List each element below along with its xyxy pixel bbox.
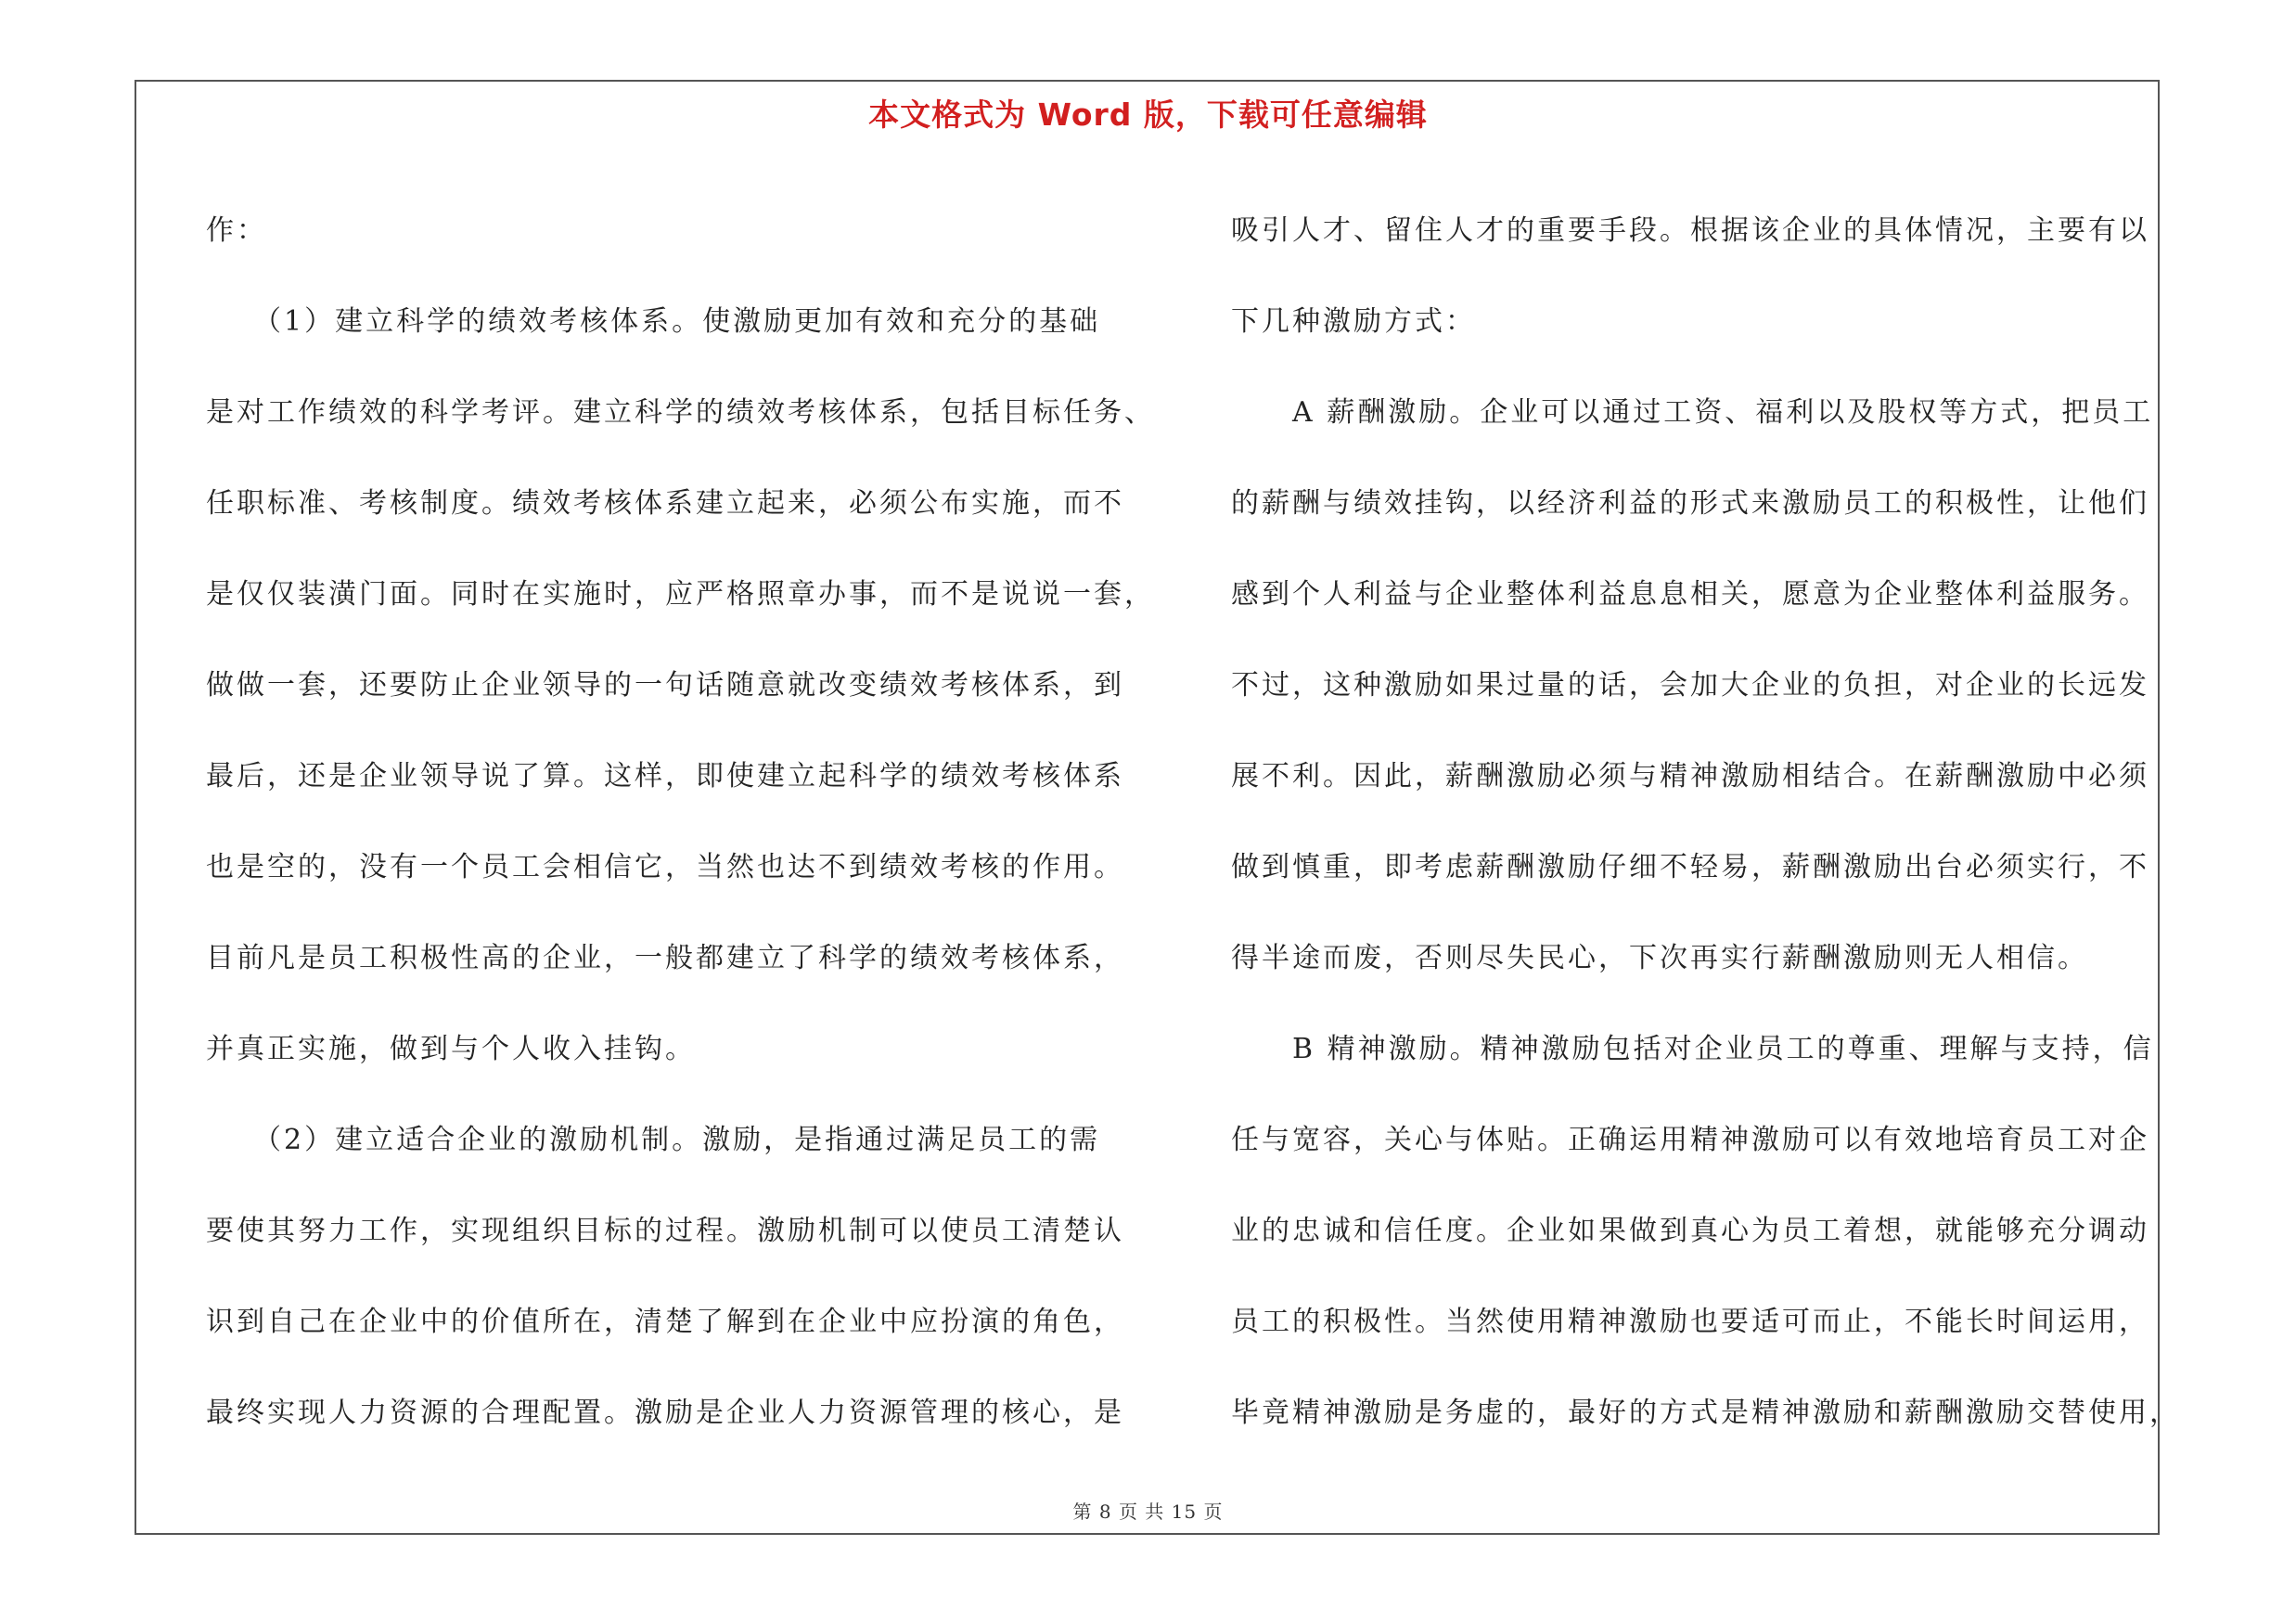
page-number-footer: 第 8 页 共 15 页: [1072, 1501, 1224, 1523]
text-line: 得半途而废，否则尽失民心，下次再实行薪酬激励则无人相信。: [1231, 942, 2088, 974]
text-line: 不过，这种激励如果过量的话，会加大企业的负担，对企业的长远发: [1231, 669, 2149, 702]
text-line: （1）建立科学的绩效考核体系。使激励更加有效和充分的基础: [206, 305, 1101, 338]
text-line: 展不利。因此，薪酬激励必须与精神激励相结合。在薪酬激励中必须: [1231, 760, 2149, 792]
text-line: 目前凡是员工积极性高的企业，一般都建立了科学的绩效考核体系，: [206, 942, 1124, 974]
header-banner: 本文格式为 Word 版，下载可任意编辑: [868, 97, 1428, 133]
text-line: 下几种激励方式：: [1231, 305, 1476, 338]
text-line: 做到慎重，即考虑薪酬激励仔细不轻易，薪酬激励出台必须实行，不: [1231, 851, 2149, 883]
text-line: 是仅仅装潢门面。同时在实施时，应严格照章办事，而不是说说一套，: [206, 578, 1155, 611]
text-line: A 薪酬激励。企业可以通过工资、福利以及股权等方式，把员工: [1231, 396, 2154, 429]
text-line: 并真正实施，做到与个人收入挂钩。: [206, 1033, 696, 1065]
text-line: 吸引人才、留住人才的重要手段。根据该企业的具体情况，主要有以: [1231, 214, 2149, 247]
text-line: 最终实现人力资源的合理配置。激励是企业人力资源管理的核心，是: [206, 1397, 1124, 1429]
right-column: [1231, 186, 2180, 1459]
text-line: 任职标准、考核制度。绩效考核体系建立起来，必须公布实施，而不: [206, 487, 1124, 520]
text-line: 也是空的，没有一个员工会相信它，当然也达不到绩效考核的作用。: [206, 851, 1124, 883]
text-line: 是对工作绩效的科学考评。建立科学的绩效考核体系，包括目标任务、: [206, 396, 1155, 429]
text-line: B 精神激励。精神激励包括对企业员工的尊重、理解与支持，信: [1231, 1033, 2154, 1065]
text-line: 最后，还是企业领导说了算。这样，即使建立起科学的绩效考核体系: [206, 760, 1124, 792]
text-line: 感到个人利益与企业整体利益息息相关，愿意为企业整体利益服务。: [1231, 578, 2149, 611]
text-line: 做做一套，还要防止企业领导的一句话随意就改变绩效考核体系，到: [206, 669, 1124, 702]
text-line: 作：: [206, 214, 267, 247]
text-line: 要使其努力工作，实现组织目标的过程。激励机制可以使员工清楚认: [206, 1215, 1124, 1247]
text-line: 的薪酬与绩效挂钩，以经济利益的形式来激励员工的积极性，让他们: [1231, 487, 2149, 520]
left-column: [206, 186, 1155, 1459]
text-line: 毕竟精神激励是务虚的，最好的方式是精神激励和薪酬激励交替使用，: [1231, 1397, 2180, 1429]
text-line: 业的忠诚和信任度。企业如果做到真心为员工着想，就能够充分调动: [1231, 1215, 2149, 1247]
text-line: 识到自己在企业中的价值所在，清楚了解到在企业中应扮演的角色，: [206, 1306, 1124, 1338]
text-line: （2）建立适合企业的激励机制。激励，是指通过满足员工的需: [206, 1124, 1101, 1156]
text-line: 员工的积极性。当然使用精神激励也要适可而止，不能长时间运用，: [1231, 1306, 2149, 1338]
text-line: 任与宽容，关心与体贴。正确运用精神激励可以有效地培育员工对企: [1231, 1124, 2149, 1156]
